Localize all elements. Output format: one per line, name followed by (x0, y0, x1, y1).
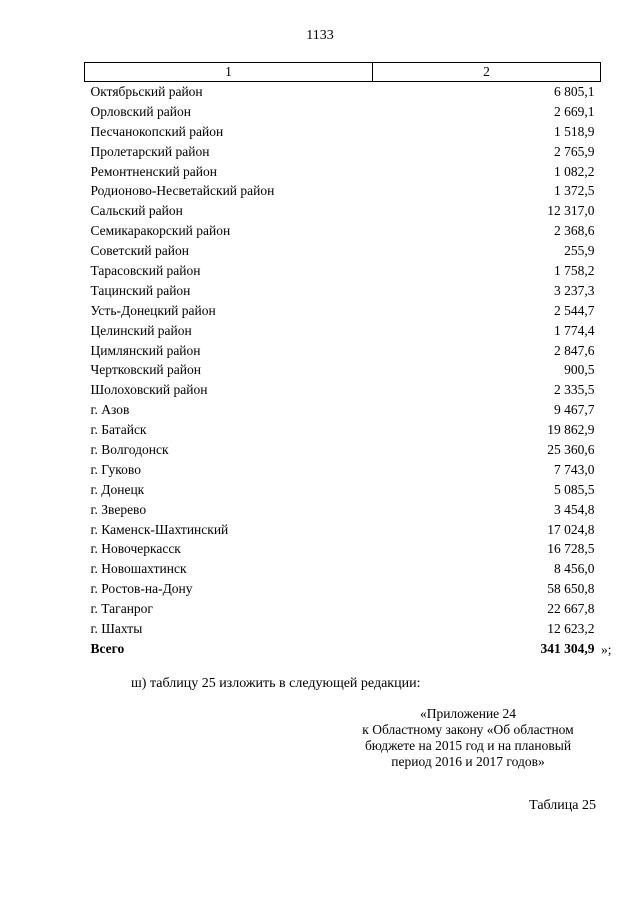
appendix-line: «Приложение 24 (419, 706, 517, 721)
amount-value: 1 774,4 (554, 322, 595, 338)
amount-value: 2 765,9 (554, 143, 595, 159)
table-row (85, 420, 601, 440)
table-row (85, 301, 601, 321)
amount-value: 255,9 (564, 243, 595, 259)
territory-name: г. Донецк (90, 481, 145, 497)
territory-name: г. Батайск (90, 422, 147, 438)
amount-value: 9 467,7 (554, 402, 595, 418)
amount-value: 25 360,6 (547, 441, 595, 457)
amount-value: 2 544,7 (554, 302, 595, 318)
amount-value: 900,5 (564, 362, 595, 378)
table-row (85, 261, 601, 281)
appendix-line: период 2016 и 2017 годов» (391, 754, 545, 769)
table-row (85, 520, 601, 540)
closing-quote-mark: »; (601, 642, 612, 657)
table-row (85, 500, 601, 520)
amendment-instruction: ш) таблицу 25 изложить в следующей редакции: (131, 676, 421, 691)
appendix-heading (336, 706, 600, 770)
amount-value: 1 518,9 (554, 123, 595, 139)
table-row (85, 380, 601, 400)
amount-value: 22 667,8 (547, 601, 595, 617)
table-row (85, 241, 601, 261)
table-row (85, 360, 601, 380)
territory-name: Орловский район (90, 103, 191, 119)
amount-value: 3 454,8 (554, 501, 595, 517)
table-header-row (85, 63, 601, 82)
table-row (85, 181, 601, 201)
amount-value: 1 372,5 (554, 183, 595, 199)
table-row (85, 201, 601, 221)
table-row (85, 400, 601, 420)
table-row (85, 480, 601, 500)
appendix-line: бюджете на 2015 год и на плановый (364, 738, 572, 753)
territory-name: Советский район (90, 243, 189, 259)
territory-name: Усть-Донецкий район (90, 302, 216, 318)
territory-name: г. Ростов-на-Дону (90, 581, 193, 597)
table-row (85, 162, 601, 182)
table-row (85, 82, 601, 102)
total-row (85, 639, 601, 659)
table-row (85, 281, 601, 301)
amount-value: 6 805,1 (554, 83, 595, 99)
table-row (85, 539, 601, 559)
table-row (85, 102, 601, 122)
amount-value: 16 728,5 (547, 541, 595, 557)
table-row (85, 619, 601, 639)
amount-value: 1 758,2 (554, 262, 595, 278)
table-row (85, 440, 601, 460)
territory-name: Чертковский район (90, 362, 201, 378)
territory-name: г. Каменск-Шахтинский (90, 521, 229, 537)
territory-name: Ремонтненский район (90, 163, 217, 179)
amount-value: 5 085,5 (554, 481, 595, 497)
territory-name: Сальский район (90, 203, 183, 219)
amount-value: 8 456,0 (554, 561, 595, 577)
table-caption: Таблица 25 (529, 798, 596, 813)
page-number: 1133 (306, 28, 334, 43)
amount-value: 58 650,8 (547, 581, 595, 597)
amount-value: 2 368,6 (554, 223, 595, 239)
territory-name: г. Новошахтинск (90, 561, 187, 577)
amount-value: 2 847,6 (554, 342, 595, 358)
territory-name: г. Шахты (90, 620, 143, 636)
table-row (85, 599, 601, 619)
total-label: Всего (90, 640, 125, 656)
amount-value: 19 862,9 (547, 422, 595, 438)
territory-name: Родионово-Несветайский район (90, 183, 275, 199)
column-header-1: 1 (85, 63, 373, 82)
territory-name: г. Зверево (90, 501, 147, 517)
territory-name: г. Таганрог (90, 601, 153, 617)
territory-name: г. Азов (90, 402, 130, 418)
territory-name: Целинский район (90, 322, 192, 338)
table-row (85, 579, 601, 599)
table-row (85, 460, 601, 480)
table-row (85, 321, 601, 341)
amount-value: 7 743,0 (554, 461, 595, 477)
column-header-2: 2 (373, 63, 601, 82)
amount-value: 3 237,3 (554, 282, 595, 298)
appendix-line: к Областному закону «Об областном (362, 722, 574, 737)
territory-name: Тацинский район (90, 282, 191, 298)
table-row (85, 221, 601, 241)
amount-value: 12 317,0 (547, 203, 595, 219)
territory-name: Семикаракорский район (90, 223, 231, 239)
table-row (85, 559, 601, 579)
amount-value: 1 082,2 (554, 163, 595, 179)
amount-value: 17 024,8 (547, 521, 595, 537)
territory-name: Шолоховский район (90, 382, 208, 398)
territory-name: Октябрьский район (90, 83, 203, 99)
table-row (85, 341, 601, 361)
amount-value: 12 623,2 (547, 620, 595, 636)
territory-name: г. Новочеркасск (90, 541, 181, 557)
budget-table (84, 62, 601, 659)
territory-name: Тарасовский район (90, 262, 201, 278)
table-row (85, 142, 601, 162)
amount-value: 2 335,5 (554, 382, 595, 398)
territory-name: Пролетарский район (90, 143, 210, 159)
territory-name: г. Гуково (90, 461, 141, 477)
territory-name: г. Волгодонск (90, 441, 169, 457)
territory-name: Цимлянский район (90, 342, 201, 358)
table-body (85, 82, 601, 659)
total-value: 341 304,9 (540, 640, 595, 656)
table-row (85, 122, 601, 142)
territory-name: Песчанокопский район (90, 123, 224, 139)
amount-value: 2 669,1 (554, 103, 595, 119)
